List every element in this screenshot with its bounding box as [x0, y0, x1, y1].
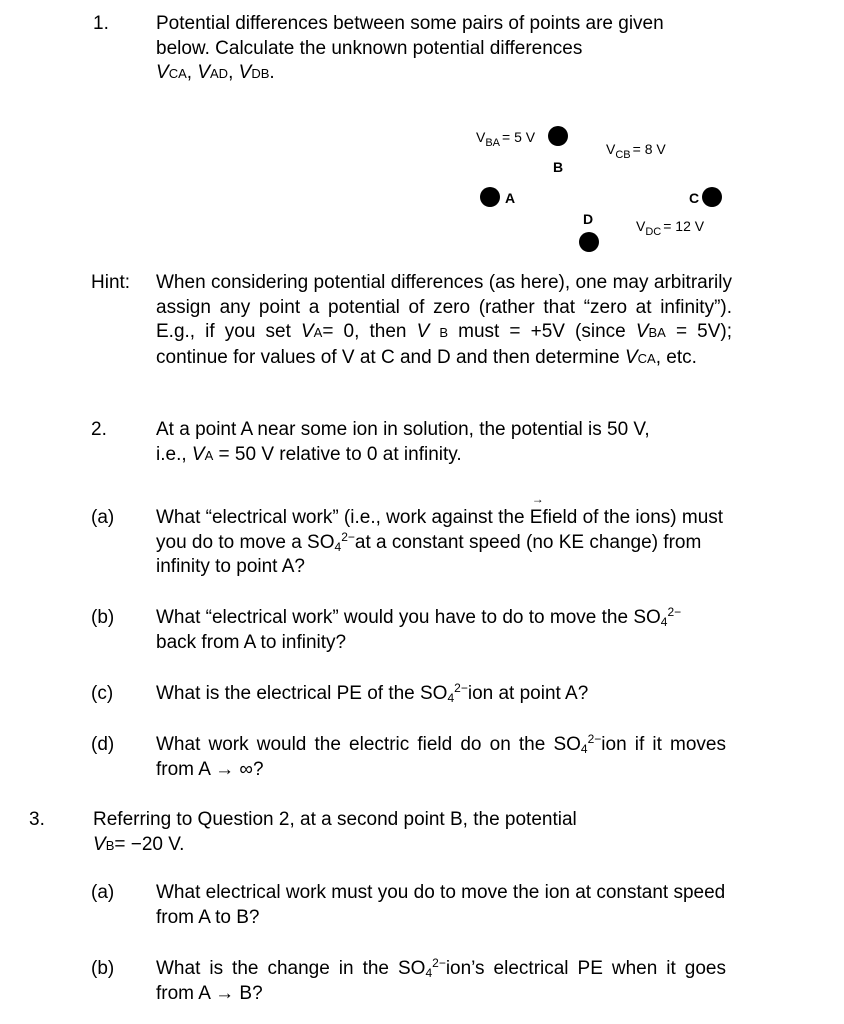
point-b-dot [548, 126, 568, 146]
label-d: D [583, 211, 594, 227]
q1-line1: Potential differences between some pairs of points are given [156, 13, 664, 34]
q3b-label: (b) [91, 958, 115, 979]
q3a-label: (a) [91, 882, 115, 903]
q2d-label: (d) [91, 734, 115, 755]
e-field-vector: → E [530, 506, 543, 531]
q2a-label: (a) [91, 507, 115, 528]
q1-unknowns: VCA, VAD, VDB. [156, 62, 275, 83]
point-a-dot [480, 187, 500, 207]
q3b-text: What is the change in the $SO_4^{2-}ion’s$ electrical PE when it goes from A → B? [156, 956, 726, 1004]
q1-line2: below. Calculate the unknown potential differences [156, 37, 583, 59]
q2-number: 2. [91, 419, 107, 440]
point-d-dot [579, 232, 599, 252]
q2-text: At a point A near some ion in solution, the potential is 50 V, i.e., VA = 50 V relative to 0 at infinity. [156, 419, 650, 465]
label-b: B [553, 159, 564, 175]
label-vdc: $V_{DC} = 12$ V [636, 218, 705, 238]
q2b-text: What “electrical work” would you have to do to move the $SO_4^{2-}$ back from A to infinity? [156, 605, 682, 653]
q2c-text: What is the electrical PE of the $SO_4^{2-}ion$ at point A? [156, 681, 589, 705]
q2d-text: What work would the electric field do on the $SO_4^{2-}ion$ if it moves from A → ∞? [156, 732, 726, 780]
label-vba: $V_{BA} = 5$ V [476, 129, 536, 149]
q2c-label: (c) [91, 683, 114, 704]
label-vcb: $V_{CB} = 8$ V [606, 141, 666, 161]
potential-diagram [0, 0, 844, 270]
q3a-text: What electrical work must you do to move the ion at constant speed from A to B? [156, 882, 726, 928]
hint-text: When considering potential differences (as here), one may arbitrarily assign any point a potential of zero (rather that “zero at infinity”). E.g., if you set VA= 0, then V B must = +5V (since VBA = 5V); continue for values of V at C and D and then determine VCA, etc. [156, 272, 733, 368]
label-c: C [689, 190, 700, 206]
q3-text: Referring to Question 2, at a second point B, the potential VB= −20 V. [93, 809, 577, 855]
q3-number: 3. [29, 809, 45, 830]
point-c-dot [702, 187, 722, 207]
q1-number: 1. [93, 13, 109, 34]
label-a: A [505, 190, 516, 206]
hint-label: Hint: [91, 272, 131, 293]
q2a-text: What “electrical work” (i.e., work against the → Efield of the ions) must you do to move a $SO_4^{2-}at$ a constant speed (no KE change) from infinity to point A? [156, 506, 732, 580]
q2b-label: (b) [91, 607, 115, 628]
